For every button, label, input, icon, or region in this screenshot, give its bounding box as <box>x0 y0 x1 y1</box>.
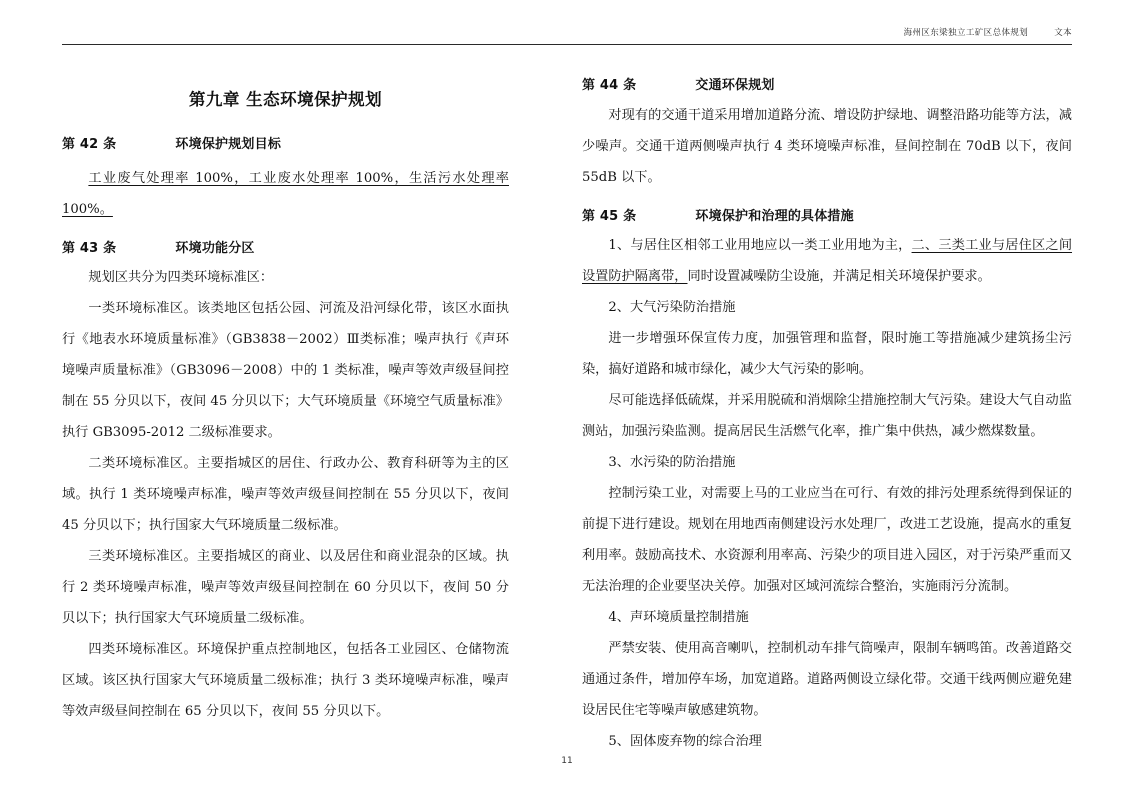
article-45-item-1 <box>582 230 1072 292</box>
article-43-intro: 规划区共分为四类环境标准区： <box>88 270 274 286</box>
article-45-item-4-para-1: 严禁安装、使用高音喇叭，控制机动车排气筒噪声，限制车辆鸣笛。改善道路交通通过条件，增加停车场，加宽道路。道路两侧设立绿化带。交通干线两侧应避免建设居民住宅等噪声敏感建筑物。 <box>582 641 1072 718</box>
article-44-title: 交通环保规划 <box>695 78 775 93</box>
chapter-title: 第九章 生态环境保护规划 <box>188 90 383 109</box>
article-45-number: 第 45 条 <box>582 208 637 224</box>
article-45-item-2-heading: 2、大气污染防治措施 <box>608 300 736 315</box>
article-45-heading <box>582 207 1072 227</box>
article-45-item-2-para-2: 尽可能选择低硫煤，并采用脱硫和消烟除尘措施控制大气污染。建设大气自动监测站，加强污染监测。提高居民生活燃气化率，推广集中供热，减少燃煤数量。 <box>582 393 1072 439</box>
body-columns <box>0 62 1134 749</box>
article-43-zone-2: 二类环境标准区。主要指城区的居住、行政办公、教育科研等为主的区域。执行 1 类环境噪声标准，噪声等效声级昼间控制在 55 分贝以下，夜间 45 分贝以下；执行国家大气环境质量二级标准。 <box>62 456 509 534</box>
header-divider-rule <box>62 44 1072 45</box>
page-number: 11 <box>561 756 573 766</box>
article-44-number: 第 44 条 <box>582 78 637 93</box>
article-43-heading <box>62 239 509 259</box>
article-45-item-1-underlined: 二、三类工业与居住区之间设置防护隔离带， <box>582 238 1073 284</box>
article-43-zone-4: 四类环境标准区。环境保护重点控制地区，包括各工业园区、仓储物流区域。该区执行国家大气环境质量二级标准；执行 3 类环境噪声标准，噪声等效声级昼间控制在 65 分贝以下，夜间 55 分贝以下。 <box>62 642 509 720</box>
article-43-title: 环境功能分区 <box>175 240 255 256</box>
article-42-title: 环境保护规划目标 <box>175 137 282 153</box>
left-column <box>0 62 567 722</box>
article-43-zone-1: 一类环境标准区。该类地区包括公园、河流及沿河绿化带，该区水面执行《地表水环境质量标准》（GB3838－2002）Ⅲ类标准；噪声执行《声环境噪声质量标准》（GB3096－2008）中的 1 类标准，噪声等效声级昼间控制在 55 分贝以下，夜间 45 分贝以下；大气环境质量《环境空气质量标准》执行 GB3095-2012 二级标准要求。 <box>62 301 509 441</box>
right-column <box>567 62 1134 749</box>
header-text-group <box>904 26 1072 38</box>
article-42-body <box>62 163 509 225</box>
article-45-item-4-heading: 4、声环境质量控制措施 <box>608 610 749 625</box>
article-43-zone-3: 三类环境标准区。主要指城区的商业、以及居住和商业混杂的区域。执行 2 类环境噪声标准，噪声等效声级昼间控制在 60 分贝以下，夜间 50 分贝以下；执行国家大气环境质量二级标准。 <box>62 549 509 627</box>
article-45-item-3-para-1: 控制污染工业，对需要上马的工业应当在可行、有效的排污处理系统得到保证的前提下进行建设。规划在用地西南侧建设污水处理厂，改进工艺设施，提高水的重复利用率。鼓励高技术、水资源利用率高、污染少的项目进入园区，对于污染严重而又无法治理的企业要坚决关停。加强对区域河流综合整治，实施雨污分流制。 <box>582 486 1072 594</box>
header-section-label: 文本 <box>1054 28 1072 38</box>
article-45-item-1-suffix: 同时设置减噪防尘设施，并满足相关环境保护要求。 <box>687 269 991 284</box>
page-footer <box>0 748 1134 767</box>
running-header <box>62 26 1072 46</box>
article-45-title: 环境保护和治理的具体措施 <box>695 208 854 224</box>
header-document-title: 海州区东梁独立工矿区总体规划 <box>903 28 1029 38</box>
article-45-item-1-prefix: 1、与居住区相邻工业用地应以一类工业用地为主， <box>608 238 912 253</box>
article-42-number: 第 42 条 <box>62 137 117 153</box>
article-43-number: 第 43 条 <box>62 240 117 256</box>
article-42-underlined-text: 工业废气处理率 100%，工业废水处理率 100%，生活污水处理率 100%。 <box>62 170 509 217</box>
article-45-item-5-heading: 5、固体废弃物的综合治理 <box>608 734 762 749</box>
article-45-item-3-heading: 3、水污染的防治措施 <box>608 455 736 470</box>
article-44-body: 对现有的交通干道采用增加道路分流、增设防护绿地、调整沿路功能等方法，减少噪声。交通干道两侧噪声执行 4 类环境噪声标准，昼间控制在 70dB 以下，夜间 55dB 以下。 <box>582 107 1072 185</box>
article-45-item-2-para-1: 进一步增强环保宣传力度，加强管理和监督，限时施工等措施减少建筑扬尘污染，搞好道路和城市绿化，减少大气污染的影响。 <box>582 331 1072 377</box>
article-42-heading <box>62 135 509 155</box>
article-44-heading <box>582 76 1072 96</box>
